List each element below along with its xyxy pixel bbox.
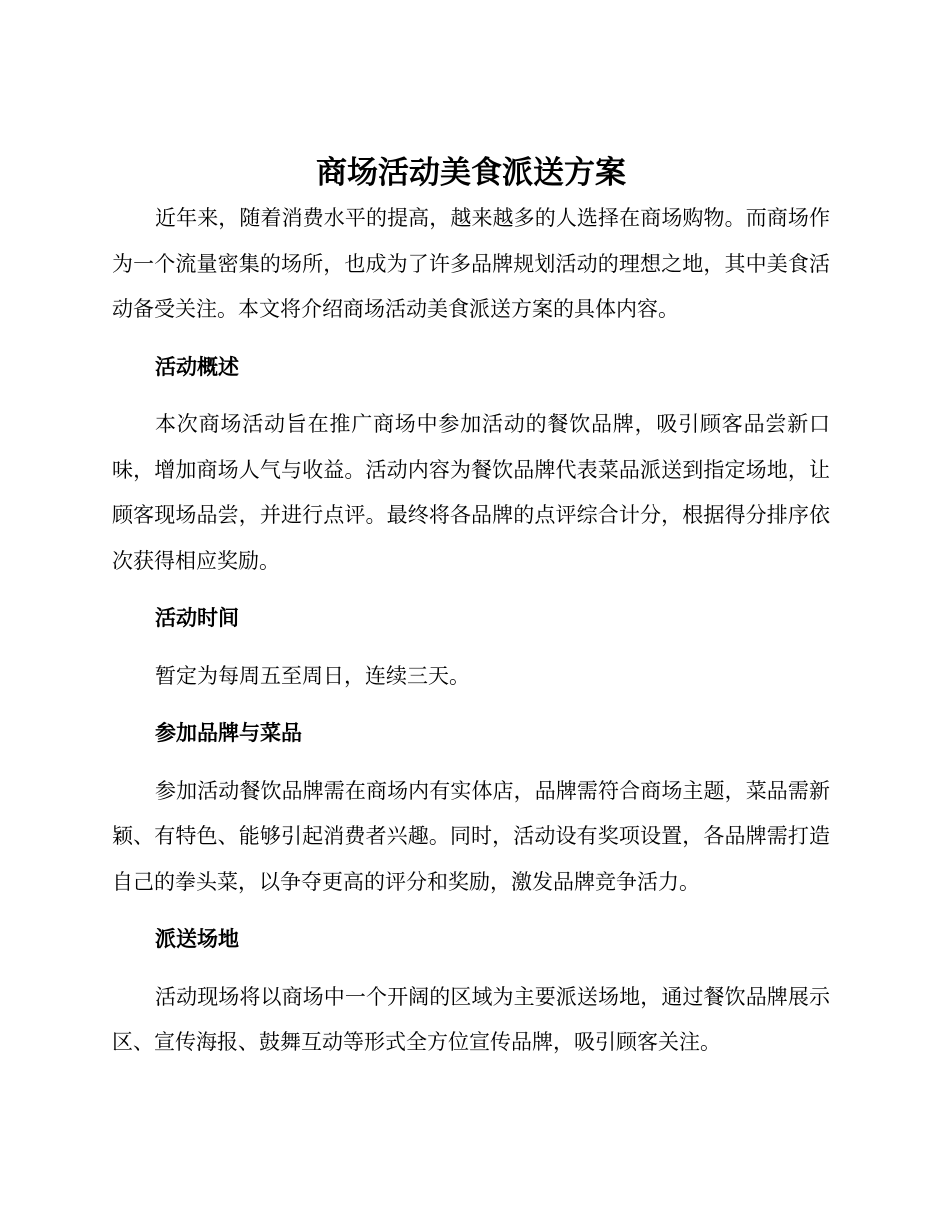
- document-page: [112, 150, 830, 1066]
- section-body-overview: 本次商场活动旨在推广商场中参加活动的餐饮品牌，吸引顾客品尝新口味，增加商场人气与收益。活动内容为餐饮品牌代表菜品派送到指定场地，让顾客现场品尝，并进行点评。最终将各品牌的点评综合计分，根据得分排序依次获得相应奖励。: [112, 412, 830, 573]
- section-body-time: 暂定为每周五至周日，连续三天。: [155, 663, 470, 688]
- section-heading-time: 活动时间: [155, 606, 239, 630]
- section-body-brands: 参加活动餐饮品牌需在商场内有实体店，品牌需符合商场主题，菜品需新颖、有特色、能够引起消费者兴趣。同时，活动设有奖项设置，各品牌需打造自己的拳头菜，以争夺更高的评分和奖励，激发品牌竞争活力。: [112, 778, 830, 894]
- intro-paragraph: 近年来，随着消费水平的提高，越来越多的人选择在商场购物。而商场作为一个流量密集的场所，也成为了许多品牌规划活动的理想之地，其中美食活动备受关注。本文将介绍商场活动美食派送方案的具体内容。: [112, 206, 830, 321]
- section-heading-venue: 派送场地: [155, 927, 239, 951]
- section-heading-overview: 活动概述: [155, 354, 239, 379]
- section-body-venue: 活动现场将以商场中一个开阔的区域为主要派送场地，通过餐饮品牌展示区、宣传海报、鼓舞互动等形式全方位宣传品牌，吸引顾客关注。: [112, 984, 830, 1054]
- section-heading-brands: 参加品牌与菜品: [155, 721, 302, 745]
- document-title: 商场活动美食派送方案: [316, 155, 626, 191]
